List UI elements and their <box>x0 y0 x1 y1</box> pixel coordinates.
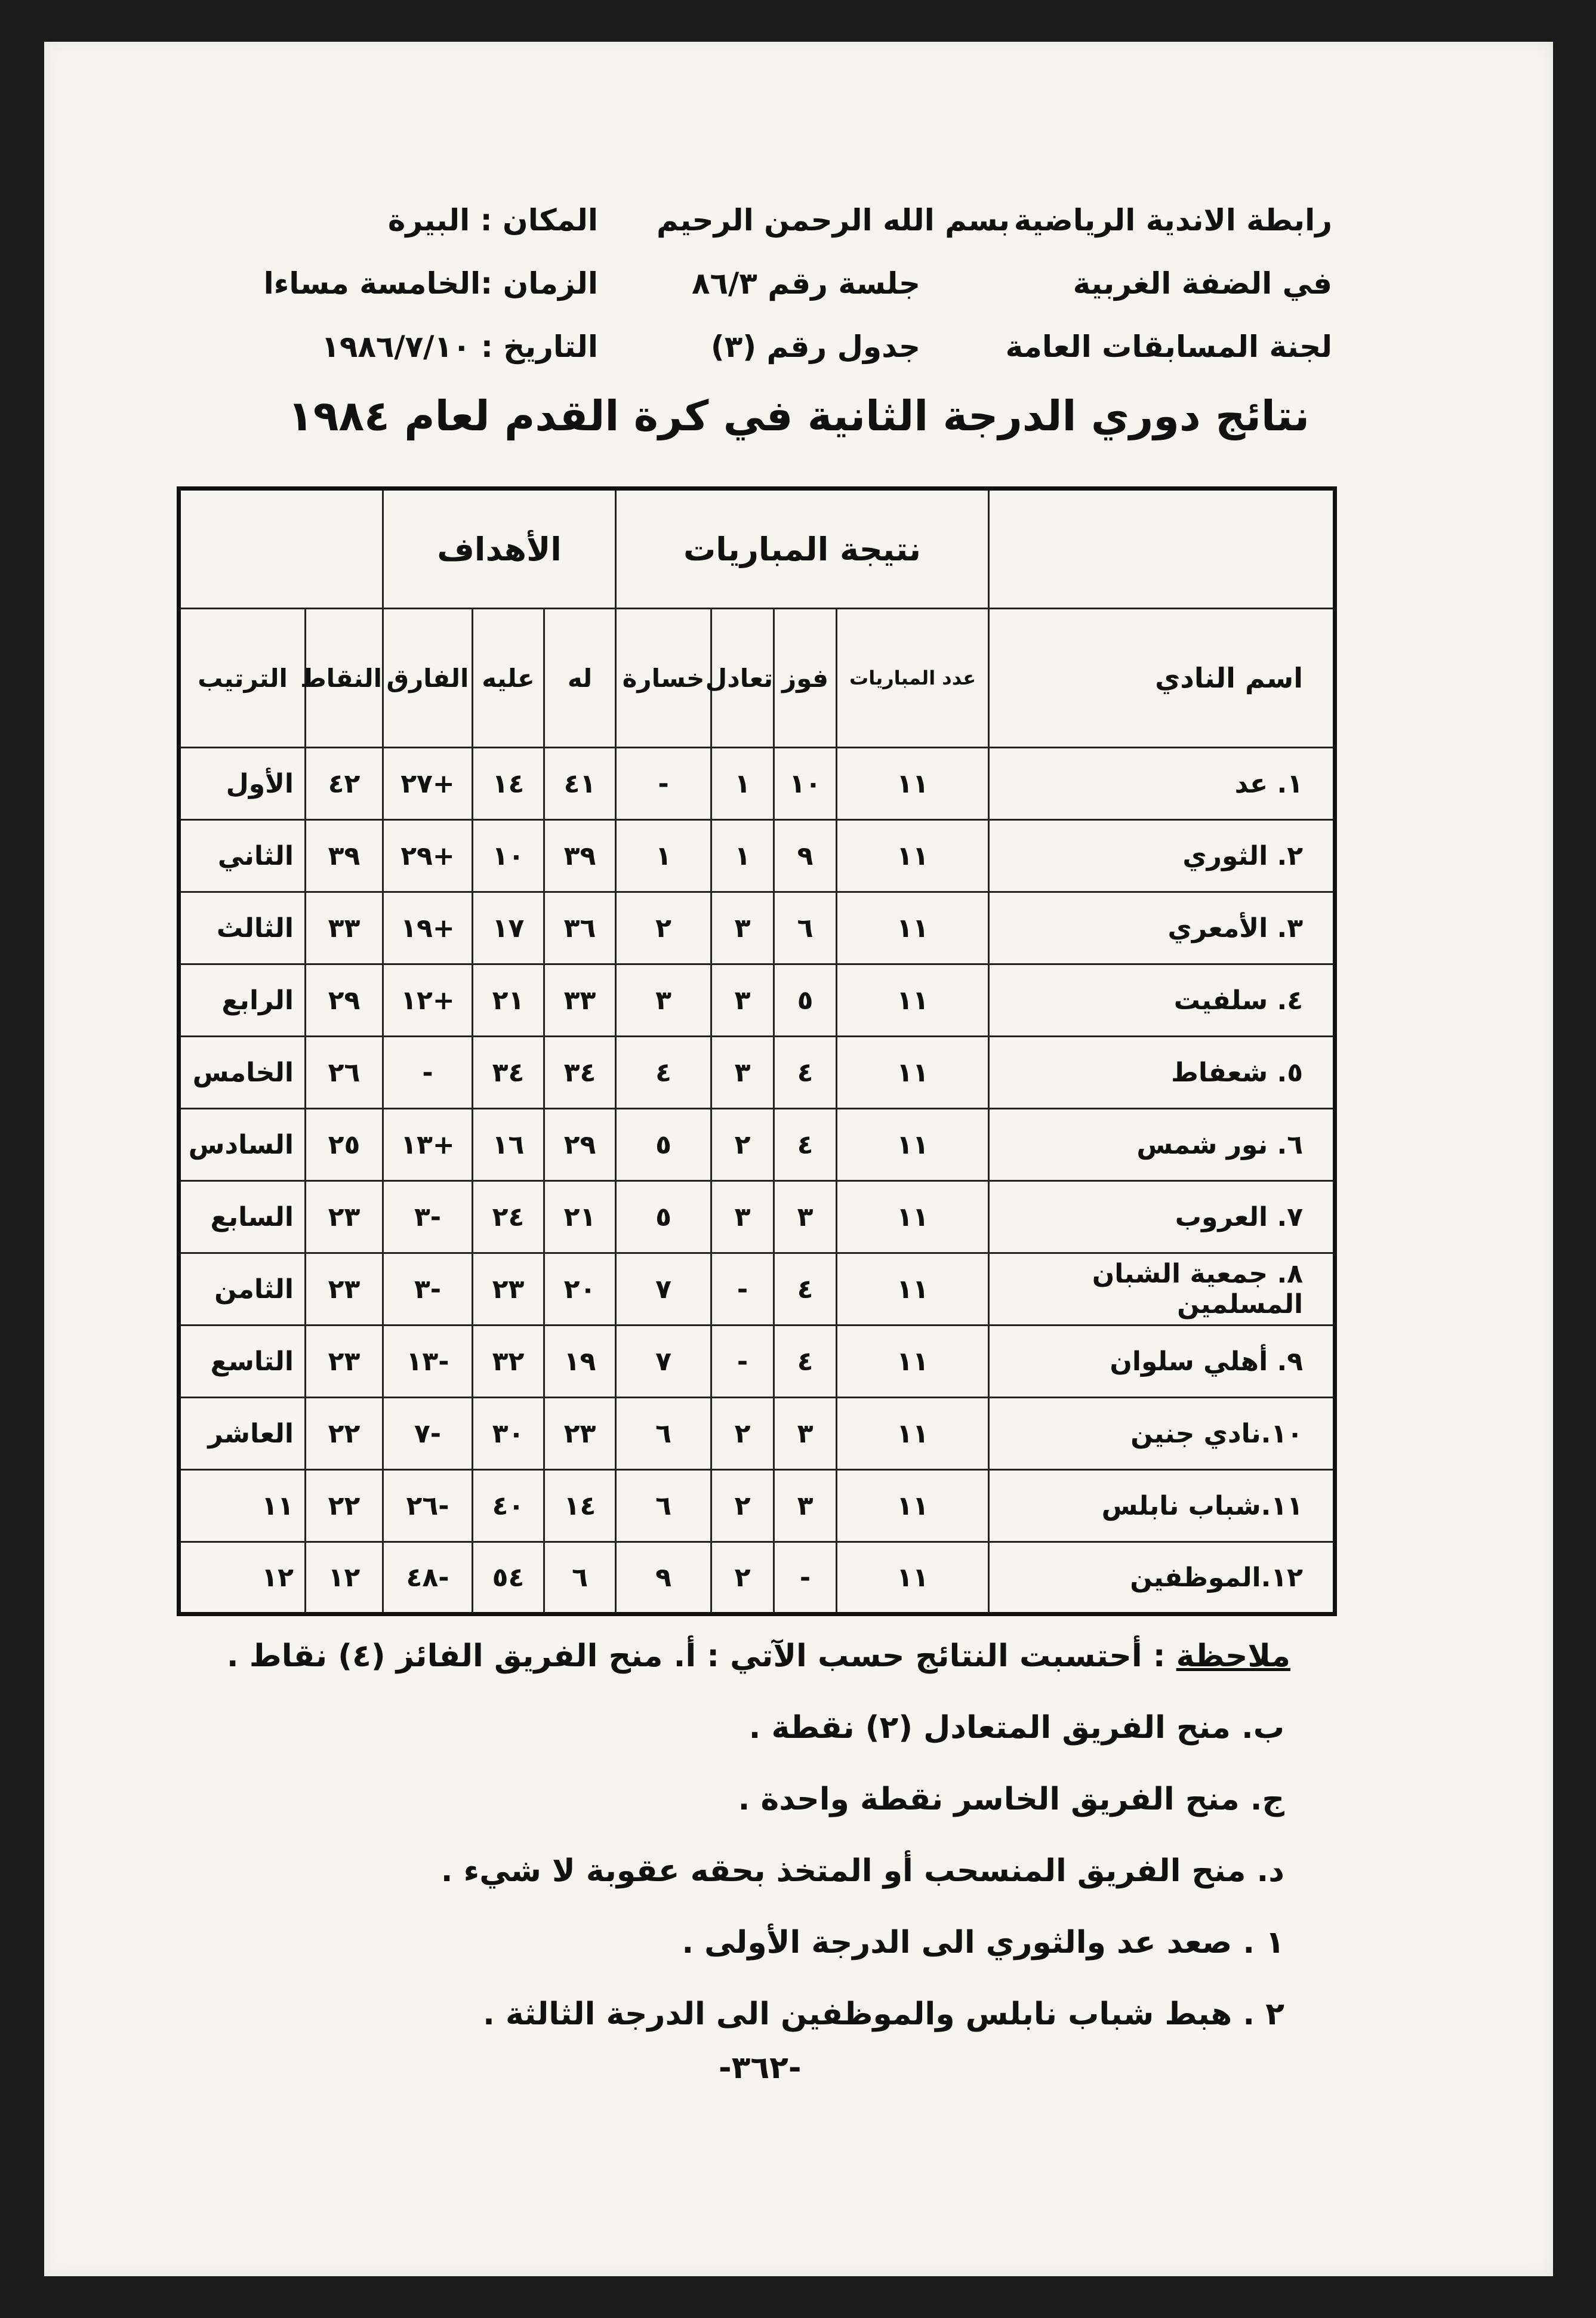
goals-for-cell: ٣٩ <box>544 820 616 892</box>
won-cell: ٦ <box>774 892 837 964</box>
points-cell: ٢٩ <box>306 964 383 1037</box>
col-won: فوز <box>774 609 837 748</box>
header-time: الزمان :الخامسة مساءا <box>263 266 598 301</box>
note-item: د. منح الفريق المنسحب أو المتخذ بحقه عقوبة لا شيء . <box>440 1853 1284 1889</box>
goals-against-cell: ٣٤ <box>473 1037 544 1109</box>
col-drawn: تعادل <box>711 609 774 748</box>
col-lost: خسارة <box>616 609 711 748</box>
drawn-cell: ٢ <box>711 1109 774 1181</box>
rank-cell: ١١ <box>179 1470 306 1542</box>
table-row <box>179 1398 1335 1470</box>
header-date: التاريخ : ١٩٨٦/٧/١٠ <box>321 329 598 364</box>
note-first-line: : أحتسبت النتائج حسب الآتي : أ. منح الفريق الفائز (٤) نقاط . <box>226 1638 1176 1674</box>
col-played: عدد المباريات <box>837 609 989 748</box>
col-team: اسم النادي <box>989 609 1335 748</box>
won-cell: ٤ <box>774 1253 837 1326</box>
team-name-cell: ٦. نور شمس <box>989 1109 1335 1181</box>
goals-against-cell: ١٦ <box>473 1109 544 1181</box>
table-row <box>179 1326 1335 1398</box>
league-results-table <box>177 486 1337 1616</box>
drawn-cell: ٣ <box>711 1181 774 1253</box>
header-committee: لجنة المسابقات العامة <box>1005 329 1332 364</box>
goals-for-cell: ١٩ <box>544 1326 616 1398</box>
points-cell: ٣٩ <box>306 820 383 892</box>
rank-cell: العاشر <box>179 1398 306 1470</box>
won-cell: ٤ <box>774 1109 837 1181</box>
table-row <box>179 1542 1335 1614</box>
rank-cell: الخامس <box>179 1037 306 1109</box>
goals-for-cell: ١٤ <box>544 1470 616 1542</box>
played-cell: ١١ <box>837 748 989 820</box>
goal-diff-cell: -٣ <box>383 1181 473 1253</box>
goal-diff-cell: -١٣ <box>383 1326 473 1398</box>
points-cell: ٢٦ <box>306 1037 383 1109</box>
goal-diff-cell: -٢٦ <box>383 1470 473 1542</box>
goal-diff-cell: +١٢ <box>383 964 473 1037</box>
document-page <box>44 42 1553 2276</box>
goal-diff-cell: - <box>383 1037 473 1109</box>
table-row <box>179 1181 1335 1253</box>
goal-diff-cell: -٧ <box>383 1398 473 1470</box>
table-row <box>179 820 1335 892</box>
document-title: نتائج دوري الدرجة الثانية في كرة القدم لعام ١٩٨٤ <box>288 392 1310 440</box>
lost-cell: ٥ <box>616 1109 711 1181</box>
table-row <box>179 1109 1335 1181</box>
rank-cell: الأول <box>179 748 306 820</box>
goals-against-cell: ١٤ <box>473 748 544 820</box>
played-cell: ١١ <box>837 1326 989 1398</box>
group-header-row <box>179 489 1335 609</box>
col-goals-against: عليه <box>473 609 544 748</box>
col-goals-for: له <box>544 609 616 748</box>
goals-against-cell: ٥٤ <box>473 1542 544 1614</box>
team-name-cell: ١٢.الموظفين <box>989 1542 1335 1614</box>
team-name-cell: ٥. شعفاط <box>989 1037 1335 1109</box>
points-cell: ٤٢ <box>306 748 383 820</box>
table-row <box>179 964 1335 1037</box>
goals-against-cell: ٢٤ <box>473 1181 544 1253</box>
team-name-cell: ٨. جمعية الشبان المسلمين <box>989 1253 1335 1326</box>
played-cell: ١١ <box>837 892 989 964</box>
drawn-cell: - <box>711 1253 774 1326</box>
goals-for-cell: ٣٤ <box>544 1037 616 1109</box>
won-cell: ١٠ <box>774 748 837 820</box>
team-group-header <box>989 489 1335 609</box>
note-intro <box>227 1638 1290 1674</box>
note-label: ملاحظة <box>1176 1638 1290 1674</box>
lost-cell: - <box>616 748 711 820</box>
lost-cell: ٩ <box>616 1542 711 1614</box>
header-basmala: بسم الله الرحمن الرحيم <box>657 203 1010 238</box>
rank-cell: السابع <box>179 1181 306 1253</box>
points-cell: ٢٢ <box>306 1470 383 1542</box>
note-item: ٢ . هبط شباب نابلس والموظفين الى الدرجة الثالثة . <box>483 1996 1284 2032</box>
played-cell: ١١ <box>837 1542 989 1614</box>
col-points: النقاط <box>306 609 383 748</box>
drawn-cell: ٣ <box>711 964 774 1037</box>
table-row <box>179 1253 1335 1326</box>
goal-diff-cell: +١٩ <box>383 892 473 964</box>
column-header-row <box>179 609 1335 748</box>
lost-cell: ٧ <box>616 1326 711 1398</box>
played-cell: ١١ <box>837 1109 989 1181</box>
points-cell: ٢٣ <box>306 1181 383 1253</box>
won-cell: ٣ <box>774 1398 837 1470</box>
table-body <box>179 748 1335 1614</box>
drawn-cell: ١ <box>711 748 774 820</box>
header-place: المكان : البيرة <box>387 203 598 238</box>
team-name-cell: ١. عد <box>989 748 1335 820</box>
rank-cell: ١٢ <box>179 1542 306 1614</box>
lost-cell: ١ <box>616 820 711 892</box>
team-name-cell: ٤. سلفيت <box>989 964 1335 1037</box>
goals-for-cell: ٢٠ <box>544 1253 616 1326</box>
team-name-cell: ٧. العروب <box>989 1181 1335 1253</box>
goals-for-cell: ٣٦ <box>544 892 616 964</box>
note-item: ب. منح الفريق المتعادل (٢) نقطة . <box>748 1710 1284 1746</box>
won-cell: ٥ <box>774 964 837 1037</box>
lost-cell: ٦ <box>616 1398 711 1470</box>
lost-cell: ٣ <box>616 964 711 1037</box>
points-cell: ٢٥ <box>306 1109 383 1181</box>
won-cell: ٤ <box>774 1037 837 1109</box>
header-region: في الضفة الغربية <box>1073 266 1332 301</box>
goal-diff-cell: +٢٧ <box>383 748 473 820</box>
goals-against-cell: ٣٠ <box>473 1398 544 1470</box>
drawn-cell: - <box>711 1326 774 1398</box>
lost-cell: ٦ <box>616 1470 711 1542</box>
goals-for-cell: ٤١ <box>544 748 616 820</box>
rank-cell: الرابع <box>179 964 306 1037</box>
goals-against-cell: ٢٣ <box>473 1253 544 1326</box>
team-name-cell: ١٠.نادي جنين <box>989 1398 1335 1470</box>
rank-group-header <box>179 489 383 609</box>
played-cell: ١١ <box>837 820 989 892</box>
lost-cell: ٧ <box>616 1253 711 1326</box>
note-item: ١ . صعد عد والثوري الى الدرجة الأولى . <box>682 1925 1284 1961</box>
goals-for-cell: ٢٣ <box>544 1398 616 1470</box>
team-name-cell: ٣. الأمعري <box>989 892 1335 964</box>
table-row <box>179 892 1335 964</box>
points-cell: ٢٣ <box>306 1253 383 1326</box>
matches-group-header: نتيجة المباريات <box>616 489 989 609</box>
note-item: ج. منح الفريق الخاسر نقطة واحدة . <box>738 1781 1284 1817</box>
won-cell: ٣ <box>774 1181 837 1253</box>
goals-against-cell: ٣٢ <box>473 1326 544 1398</box>
played-cell: ١١ <box>837 1253 989 1326</box>
won-cell: ٣ <box>774 1470 837 1542</box>
team-name-cell: ٢. الثوري <box>989 820 1335 892</box>
table-row <box>179 1037 1335 1109</box>
played-cell: ١١ <box>837 964 989 1037</box>
rank-cell: الثالث <box>179 892 306 964</box>
header-table-number: جدول رقم (٣) <box>710 329 920 364</box>
drawn-cell: ٢ <box>711 1470 774 1542</box>
played-cell: ١١ <box>837 1037 989 1109</box>
lost-cell: ٥ <box>616 1181 711 1253</box>
points-cell: ٢٣ <box>306 1326 383 1398</box>
lost-cell: ٢ <box>616 892 711 964</box>
rank-cell: السادس <box>179 1109 306 1181</box>
points-cell: ٢٢ <box>306 1398 383 1470</box>
goal-diff-cell: -٤٨ <box>383 1542 473 1614</box>
rank-cell: الثاني <box>179 820 306 892</box>
played-cell: ١١ <box>837 1181 989 1253</box>
goals-group-header: الأهداف <box>383 489 616 609</box>
played-cell: ١١ <box>837 1398 989 1470</box>
goal-diff-cell: +٢٩ <box>383 820 473 892</box>
points-cell: ١٢ <box>306 1542 383 1614</box>
rank-cell: الثامن <box>179 1253 306 1326</box>
table-row <box>179 1470 1335 1542</box>
won-cell: - <box>774 1542 837 1614</box>
rank-cell: التاسع <box>179 1326 306 1398</box>
header-org-name: رابطة الاندية الرياضية <box>1013 203 1332 238</box>
col-rank: الترتيب <box>179 609 306 748</box>
header-session: جلسة رقم ٨٦/٣ <box>691 266 920 301</box>
goals-for-cell: ٢١ <box>544 1181 616 1253</box>
team-name-cell: ١١.شباب نابلس <box>989 1470 1335 1542</box>
goals-against-cell: ١٧ <box>473 892 544 964</box>
drawn-cell: ٢ <box>711 1542 774 1614</box>
page-number: -٣٦٢- <box>719 2050 802 2086</box>
won-cell: ٤ <box>774 1326 837 1398</box>
goals-against-cell: ٤٠ <box>473 1470 544 1542</box>
goals-for-cell: ٦ <box>544 1542 616 1614</box>
played-cell: ١١ <box>837 1470 989 1542</box>
won-cell: ٩ <box>774 820 837 892</box>
lost-cell: ٤ <box>616 1037 711 1109</box>
goals-against-cell: ١٠ <box>473 820 544 892</box>
col-goal-diff: الفارق <box>383 609 473 748</box>
goals-for-cell: ٢٩ <box>544 1109 616 1181</box>
goals-against-cell: ٢١ <box>473 964 544 1037</box>
drawn-cell: ١ <box>711 820 774 892</box>
drawn-cell: ٣ <box>711 1037 774 1109</box>
drawn-cell: ٣ <box>711 892 774 964</box>
goal-diff-cell: +١٣ <box>383 1109 473 1181</box>
table-row <box>179 748 1335 820</box>
goals-for-cell: ٣٣ <box>544 964 616 1037</box>
drawn-cell: ٢ <box>711 1398 774 1470</box>
team-name-cell: ٩. أهلي سلوان <box>989 1326 1335 1398</box>
points-cell: ٣٣ <box>306 892 383 964</box>
goal-diff-cell: -٣ <box>383 1253 473 1326</box>
